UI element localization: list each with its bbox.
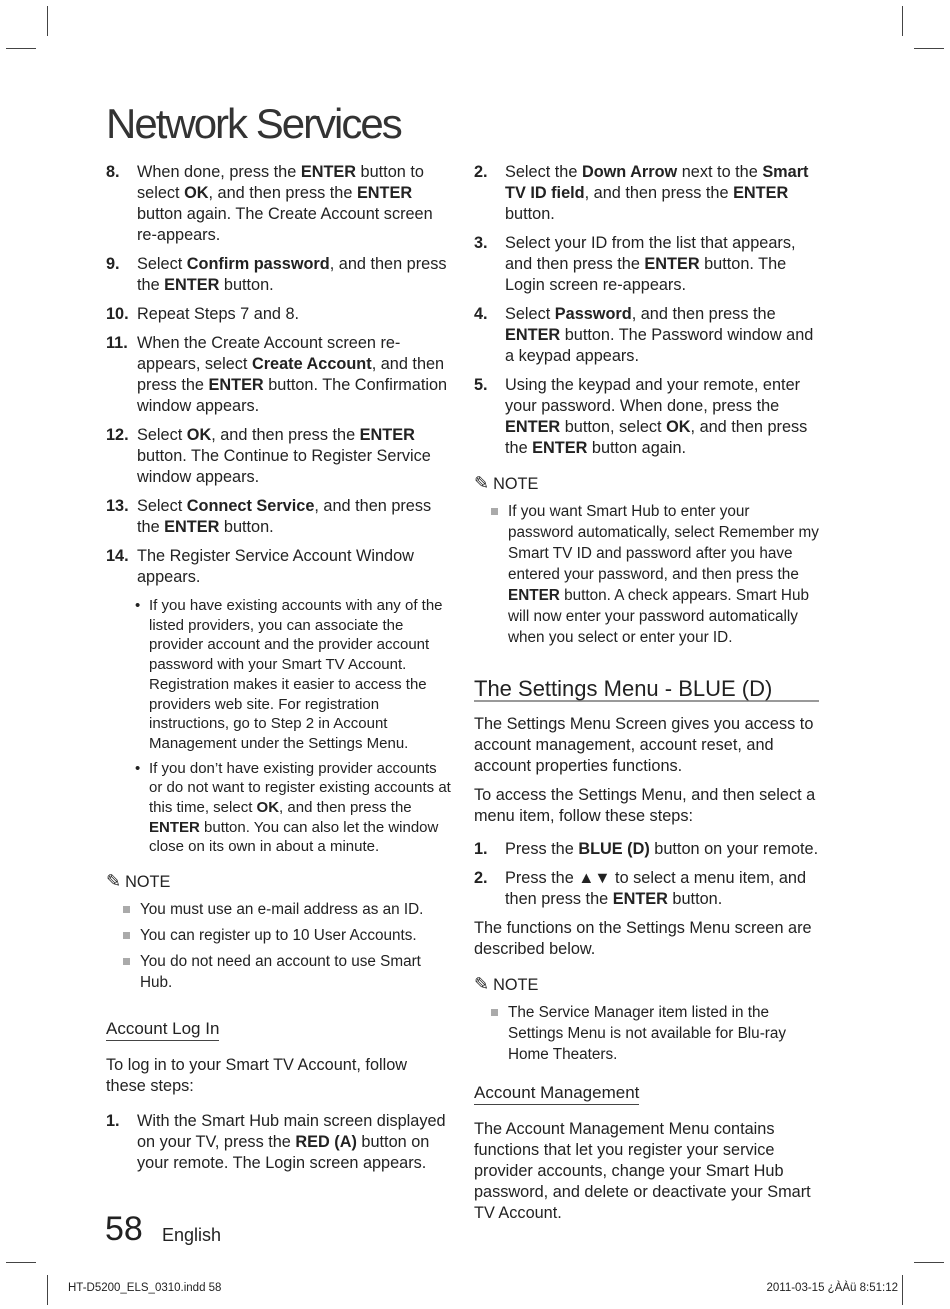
bold-term: ENTER — [164, 518, 220, 536]
paragraph: The Settings Menu Screen gives you access to account management, account reset, and account properties functions. — [474, 715, 814, 775]
text-run: , and then press the — [211, 426, 360, 444]
bold-term: OK — [186, 426, 212, 444]
step-number: 11. — [106, 334, 128, 352]
pencil-note-icon: ✎ — [474, 473, 490, 493]
bold-term: Down Arrow — [581, 163, 678, 181]
step-item — [106, 546, 451, 588]
text-run: Press the ▲▼ to select a menu item, and then press the — [505, 869, 807, 908]
note-item — [106, 951, 451, 993]
crop-mark — [6, 48, 36, 49]
bullet-item — [106, 759, 451, 858]
bold-term: Smart TV ID field — [505, 163, 809, 202]
text-run: If you want Smart Hub to enter your password automatically, select Remember my Smart TV ID and password after you have entered your password, and then press the — [508, 503, 819, 583]
step-item — [474, 375, 819, 459]
step-number: 12. — [106, 426, 129, 444]
note-list — [474, 1002, 819, 1065]
text-run: Select — [137, 497, 187, 515]
bold-term: ENTER — [644, 255, 700, 273]
bullet-item — [106, 596, 451, 754]
footer-timestamp: 2011-03-15 ¿ÀÀü 8:51:12 — [766, 1282, 898, 1294]
text-run: button. The Continue to Register Service window appears. — [137, 447, 431, 486]
paragraph: To access the Settings Menu, and then select a menu item, follow these steps: — [474, 786, 816, 825]
note-label: NOTE — [493, 475, 539, 493]
note-heading — [106, 871, 451, 893]
step-number: 1. — [106, 1112, 120, 1131]
square-bullet-icon — [123, 958, 130, 965]
step-number: 2. — [474, 869, 488, 887]
step-item — [474, 233, 819, 296]
pencil-note-icon: ✎ — [474, 974, 490, 994]
step-number: 2. — [474, 163, 488, 181]
text-run: When done, press the — [137, 163, 301, 181]
step-number: 4. — [474, 305, 488, 323]
note-item — [106, 899, 451, 920]
text-run: You must use an e-mail address as an ID. — [140, 901, 424, 919]
note-label: NOTE — [493, 976, 539, 994]
square-bullet-icon — [123, 906, 130, 913]
text-run: , and then press the — [505, 418, 808, 457]
text-run: button on your remote. The Login screen appears. — [137, 1133, 430, 1173]
bold-term: ENTER — [505, 418, 561, 436]
bold-term: OK — [256, 799, 280, 817]
text-run: Select — [505, 305, 555, 323]
bold-term: OK — [184, 184, 209, 202]
step-item — [106, 254, 451, 296]
step-item — [106, 1111, 451, 1174]
crop-mark — [6, 1262, 36, 1263]
pencil-note-icon: ✎ — [106, 871, 122, 892]
step-number: 5. — [474, 376, 488, 394]
left-column — [106, 162, 451, 1182]
bold-term: ENTER — [356, 184, 413, 202]
text-run: button on your remote. — [649, 840, 819, 858]
paragraph: The Account Management Menu contains functions that let you register your service provider accounts, change your Smart Hub password, and delete or deactivate your Smart TV Account. — [474, 1120, 811, 1222]
text-run: , and then press the — [137, 255, 447, 294]
steps-list — [106, 162, 451, 588]
text-run: button. The Login screen re-appears. — [505, 255, 787, 294]
crop-mark — [914, 1262, 944, 1263]
crop-mark — [902, 6, 903, 36]
text-run: You do not need an account to use Smart Hub. — [140, 953, 421, 992]
bold-term: Connect Service — [186, 497, 315, 515]
footer-file-info: HT-D5200_ELS_0310.indd 58 — [68, 1282, 222, 1294]
text-run: , and then press the — [584, 184, 734, 202]
text-run: button. — [219, 276, 274, 294]
note-item — [106, 925, 451, 946]
intro-paragraph: To log in to your Smart TV Account, follow these steps: — [106, 1056, 408, 1096]
step-item — [474, 868, 819, 910]
step-number: 1. — [474, 840, 488, 858]
bold-term: OK — [666, 418, 691, 436]
bold-term: Create Account — [251, 355, 372, 373]
text-run: button. — [505, 205, 555, 223]
bold-term: ENTER — [612, 890, 668, 908]
text-run: button. You can also let the window close on its own in about a minute. — [149, 818, 439, 856]
bullet-list — [106, 596, 451, 857]
subheading-account-log-in: Account Log In — [106, 1018, 219, 1041]
steps-list — [106, 1111, 451, 1174]
text-run: , and then press the — [137, 355, 445, 394]
text-run: , and then press the — [279, 799, 412, 817]
bold-term: Confirm password — [186, 255, 330, 273]
step-number: 10. — [106, 305, 129, 323]
step-number: 8. — [106, 163, 120, 181]
bold-term: ENTER — [208, 376, 264, 394]
steps-list — [474, 839, 819, 910]
step-item — [474, 162, 819, 225]
step-number: 14. — [106, 547, 129, 565]
note-heading — [474, 473, 819, 495]
step-item — [106, 304, 451, 325]
text-run: button again. The Create Account screen re-appears. — [137, 205, 433, 244]
note-list — [474, 501, 819, 648]
text-run: , and then press the — [137, 497, 432, 536]
step-number: 9. — [106, 255, 120, 273]
bold-term: Password — [554, 305, 632, 323]
square-bullet-icon — [123, 932, 130, 939]
page-number: 58 — [105, 1210, 143, 1248]
square-bullet-icon — [491, 508, 498, 515]
text-run: button. The Confirmation window appears. — [137, 376, 448, 415]
note-list — [106, 899, 451, 993]
language-label: English — [162, 1225, 222, 1245]
note-heading — [474, 974, 819, 996]
note-label: NOTE — [125, 873, 171, 892]
text-run: You can register up to 10 User Accounts. — [140, 927, 417, 945]
text-run: button to select — [137, 163, 424, 202]
bold-term: ENTER — [359, 426, 415, 444]
step-item — [474, 839, 819, 860]
bold-term: ENTER — [149, 818, 200, 836]
text-run: Repeat Steps 7 and 8. — [137, 305, 300, 323]
page-title: Network Services — [106, 100, 401, 147]
right-column — [474, 162, 819, 1232]
text-run: Select — [137, 255, 187, 273]
text-run: button. — [219, 518, 274, 536]
crop-mark — [47, 6, 48, 36]
bold-term: RED (A) — [295, 1133, 357, 1152]
subheading-account-management: Account Management — [474, 1082, 639, 1105]
text-run: Select — [137, 426, 187, 444]
step-number: 13. — [106, 497, 129, 515]
text-run: If you don’t have existing provider accounts or do not want to register existing accounts at this time, select — [149, 759, 451, 817]
text-run: button. The Password window and a keypad appears. — [505, 326, 814, 365]
text-run: With the Smart Hub main screen displayed on your TV, press the — [137, 1112, 446, 1152]
step-item — [106, 333, 451, 417]
text-run: Select your ID from the list that appears, and then press the — [505, 234, 796, 273]
text-run: Select the — [505, 163, 582, 181]
step-item — [106, 162, 451, 246]
text-run: Press the — [505, 840, 579, 858]
text-run: , and then press the — [208, 184, 357, 202]
text-run: next to the — [677, 163, 763, 181]
text-run: The Service Manager item listed in the Settings Menu is not available for Blu-ray Home Theaters. — [508, 1004, 787, 1063]
text-run: When the Create Account screen re-appears, select — [137, 334, 401, 373]
step-item — [474, 304, 819, 367]
note-item — [474, 501, 819, 648]
bold-term: ENTER — [164, 276, 220, 294]
text-run: If you have existing accounts with any of the listed providers, you can associate the provider account and the provider account password with your Smart TV Account. Registration makes it easier to access the providers web site. For registration instructions, go to Step 2 in Account Management under the Settings Menu. — [149, 597, 443, 752]
text-run: button again. — [587, 439, 687, 457]
bold-term: ENTER — [532, 439, 588, 457]
crop-mark — [902, 1275, 903, 1305]
square-bullet-icon — [491, 1009, 498, 1016]
text-run: button. — [667, 890, 723, 908]
section-title: The Settings Menu - BLUE (D) — [474, 678, 819, 702]
bold-term: ENTER — [505, 326, 561, 344]
text-run: , and then press the — [631, 305, 776, 323]
bold-term: ENTER — [508, 587, 560, 604]
steps-list — [474, 162, 819, 459]
text-run: Using the keypad and your remote, enter your password. When done, press the — [505, 376, 801, 415]
step-item — [106, 496, 451, 538]
paragraph: The functions on the Settings Menu screen are described below. — [474, 919, 812, 958]
step-number: 3. — [474, 234, 488, 252]
text-run: button. A check appears. Smart Hub will now enter your password automatically when you select or enter your ID. — [508, 587, 809, 646]
bold-term: ENTER — [733, 184, 789, 202]
text-run: The Register Service Account Window appears. — [137, 547, 414, 586]
crop-mark — [914, 48, 944, 49]
note-item — [474, 1002, 819, 1065]
step-item — [106, 425, 451, 488]
text-run: button, select — [560, 418, 667, 436]
bold-term: ENTER — [300, 163, 357, 181]
crop-mark — [47, 1275, 48, 1305]
bold-term: BLUE (D) — [578, 840, 650, 858]
